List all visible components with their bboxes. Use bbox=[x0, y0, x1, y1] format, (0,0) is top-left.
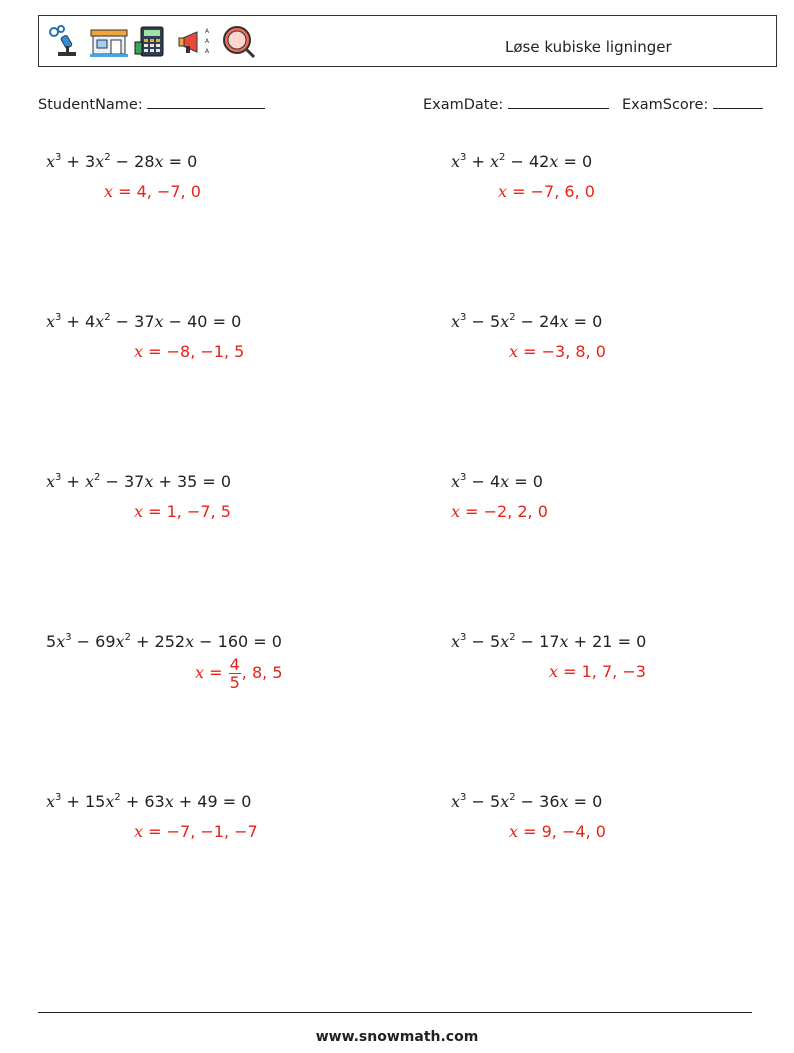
problem-answer: x = −7, 6, 0 bbox=[498, 182, 595, 201]
problem-answer: x = $\frac{4}{5}$ , 8, 5 bbox=[195, 655, 283, 692]
problem-answer: x = 4, −7, 0 bbox=[104, 182, 201, 201]
problem-answer: x = −7, −1, −7 bbox=[134, 822, 258, 841]
problem-equation: $x^3 + x^2 - 42x = 0$ bbox=[451, 152, 593, 171]
exam-score-field[interactable] bbox=[622, 95, 763, 113]
problem-answer: x = 9, −4, 0 bbox=[509, 822, 606, 841]
student-name-label: StudentName: bbox=[38, 97, 143, 113]
svg-text:A: A bbox=[205, 48, 210, 55]
problem-equation: $x^3 + x^2 - 37x + 35 = 0$ bbox=[46, 472, 232, 491]
storefront-icon bbox=[89, 24, 125, 60]
worksheet-title: Løse kubiske ligninger bbox=[505, 38, 672, 56]
exam-score-label: ExamScore: bbox=[622, 97, 709, 113]
problem-answer: x = 1, −7, 5 bbox=[134, 502, 231, 521]
student-name-field[interactable] bbox=[38, 95, 265, 113]
worksheet-header bbox=[38, 15, 777, 67]
problem-equation: $x^3 + 3x^2 - 28x = 0$ bbox=[46, 152, 198, 171]
megaphone-icon bbox=[177, 24, 213, 60]
problem-equation: $x^3 - 5x^2 - 17x + 21 = 0$ bbox=[451, 632, 647, 651]
header-icons bbox=[45, 22, 257, 62]
problem-equation: $x^3 + 15x^2 + 63x + 49 = 0$ bbox=[46, 792, 252, 811]
student-name-line[interactable] bbox=[147, 95, 265, 109]
problem-equation: $5x^3 - 69x^2 + 252x - 160 = 0$ bbox=[46, 632, 282, 651]
problem-equation: $x^3 - 5x^2 - 36x = 0$ bbox=[451, 792, 603, 811]
exam-date-line[interactable] bbox=[508, 95, 609, 109]
svg-text:A: A bbox=[205, 38, 210, 45]
problem-answer: x = 1, 7, −3 bbox=[549, 662, 646, 681]
problem-answer: x = −2, 2, 0 bbox=[451, 502, 548, 521]
calculator-icon bbox=[133, 24, 169, 60]
problem-answer: x = −8, −1, 5 bbox=[134, 342, 245, 361]
magnifier-icon bbox=[221, 24, 257, 60]
footer-url[interactable]: www.snowmath.com bbox=[315, 1029, 479, 1045]
problem-answer: x = −3, 8, 0 bbox=[509, 342, 606, 361]
footer-divider bbox=[38, 1012, 752, 1013]
answer-fraction: $\frac{4}{5}$ bbox=[229, 655, 240, 692]
problem-equation: $x^3 - 4x = 0$ bbox=[451, 472, 543, 491]
problem-equation: $x^3 + 4x^2 - 37x - 40 = 0$ bbox=[46, 312, 242, 331]
microscope-icon bbox=[45, 24, 81, 60]
problem-equation: $x^3 - 5x^2 - 24x = 0$ bbox=[451, 312, 603, 331]
exam-score-line[interactable] bbox=[713, 95, 763, 109]
svg-text:A: A bbox=[205, 28, 210, 35]
exam-date-label: ExamDate: bbox=[423, 97, 504, 113]
exam-date-field[interactable] bbox=[423, 95, 609, 113]
